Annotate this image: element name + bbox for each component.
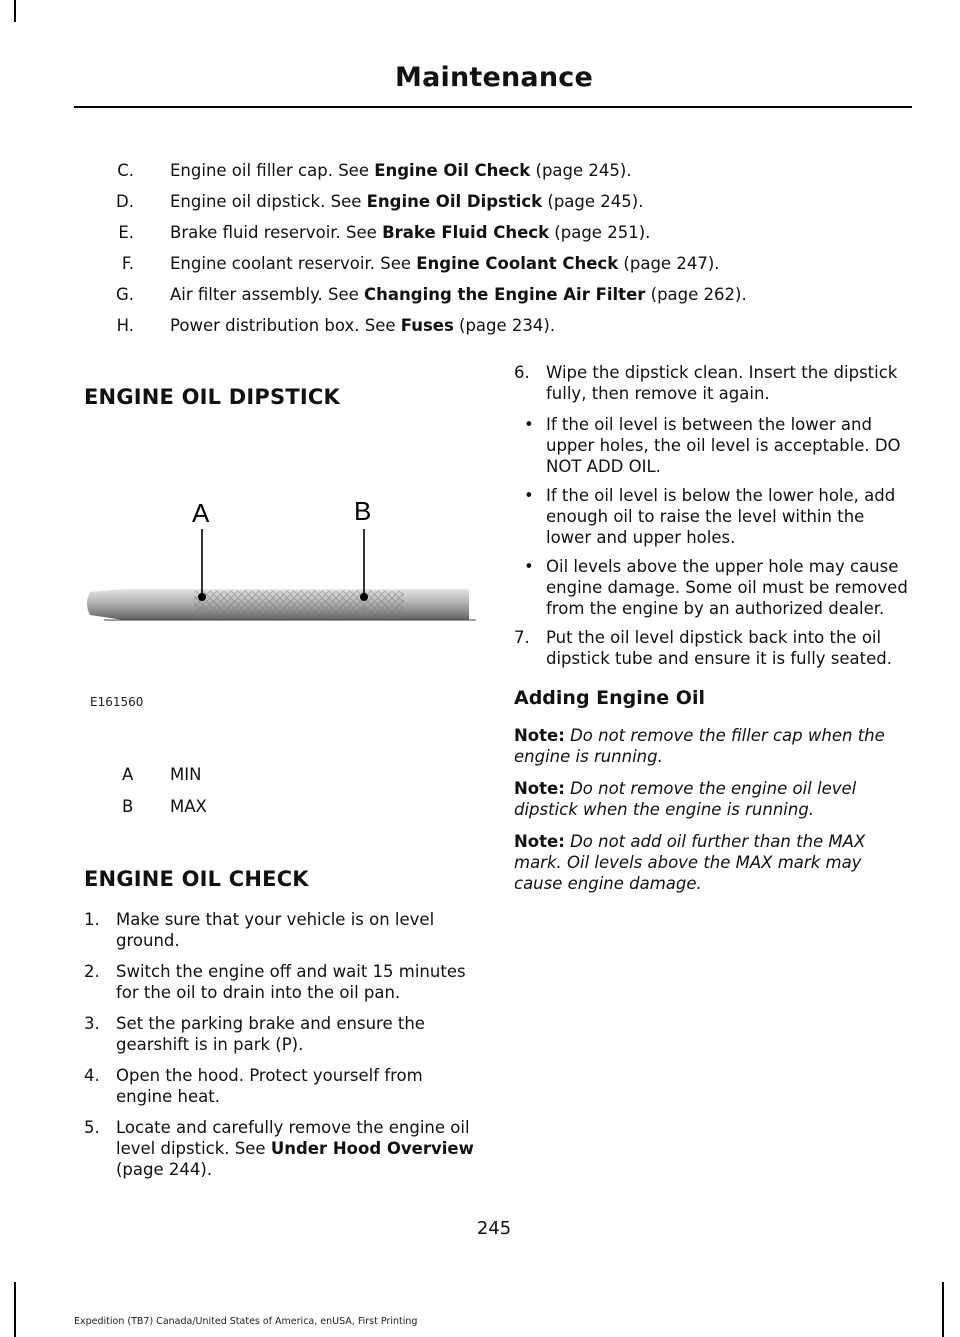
step-number: 3. [84,1014,100,1033]
step-item [84,1065,476,1107]
item-letter: G. [115,285,134,304]
section-title-engine-oil-dipstick: ENGINE OIL DIPSTICK [84,385,340,409]
oil-level-bullets [514,414,912,619]
bullet-item [514,485,912,548]
item-description: Brake fluid reservoir. See [170,223,383,242]
cross-reference-link[interactable]: Engine Oil Check [374,161,531,180]
note-label: Note: [514,779,565,798]
crop-mark-top-left [14,0,16,22]
step-number: 1. [84,910,100,929]
step-text: Set the parking brake and ensure the gearshift is in park (P). [116,1014,425,1054]
min-marker-dot [198,593,206,601]
list-item [94,279,914,310]
legend-text: MAX [170,797,207,816]
bullet-item [514,414,912,477]
note-item [514,725,912,767]
step-text: Make sure that your vehicle is on level ground. [116,910,435,950]
step-item [84,1013,476,1055]
step-text: Open the hood. Protect yourself from engine heat. [116,1066,423,1106]
list-item [94,248,914,279]
page-reference: (page 262). [645,285,747,304]
figure-code: E161560 [90,695,144,709]
cross-reference-link[interactable]: Engine Coolant Check [416,254,619,273]
item-letter: C. [117,161,134,180]
item-description: Air filter assembly. See [170,285,365,304]
cross-reference-link[interactable]: Fuses [400,316,454,335]
figure-label-b: B [354,496,372,526]
step-number: 4. [84,1066,100,1085]
left-column [84,385,476,1190]
step-number: 2. [84,962,100,981]
legend-letter: B [122,797,134,816]
section-title-engine-oil-check: ENGINE OIL CHECK [84,867,309,891]
item-text [170,155,632,186]
note-text: Do not add oil further than the MAX mark. Oil levels above the MAX mark may cause engine damage. [514,832,866,893]
note-text: Do not remove the filler cap when the engine is running. [514,726,885,766]
oil-check-steps [84,909,476,1180]
component-reference-list [94,155,914,341]
legend-row-min [84,759,476,791]
step-item [84,961,476,1003]
list-item [94,186,914,217]
legend-text: MIN [170,765,202,784]
page-reference: (page 251). [549,223,651,242]
item-text [170,217,650,248]
item-text [170,186,643,217]
page-reference: (page 245). [542,192,644,211]
page-reference: (page 234). [453,316,556,335]
bullet-text: Oil levels above the upper hole may cause engine damage. Some oil must be removed from the engine by an authorized dealer. [546,557,908,618]
page-header-title: Maintenance [395,62,593,93]
note-label: Note: [514,832,565,851]
list-item [94,217,914,248]
note-item [514,831,912,894]
page-reference: (page 245). [530,161,632,180]
item-description: Engine coolant reservoir. See [170,254,417,273]
step-item [84,909,476,951]
step-text [116,1117,476,1180]
bullet-text: If the oil level is below the lower hole, add enough oil to raise the level within the lower and upper holes. [546,486,896,547]
item-text [170,279,747,310]
step-item [84,1117,476,1180]
dipstick-illustration [84,409,476,709]
bullet-marker: • [524,557,534,576]
page-number: 245 [476,1218,512,1239]
crop-mark-bottom-left [14,1282,16,1337]
item-text [170,248,720,279]
item-letter: F. [121,254,134,273]
legend-letter: A [122,765,134,784]
note-item [514,778,912,820]
footer-publication-info: Expedition (TB7) Canada/United States of America, enUSA, First Printing [74,1316,418,1327]
item-letter: D. [116,192,134,211]
item-description: Power distribution box. See [170,316,401,335]
dipstick-figure [84,409,476,709]
step-number: 7. [514,628,530,647]
step-text: Put the oil level dipstick back into the oil dipstick tube and ensure it is fully seated. [546,628,892,668]
header-divider [74,106,912,108]
bullet-marker: • [524,415,534,434]
page-reference: (page 247). [618,254,720,273]
bullet-item [514,556,912,619]
note-text: Do not remove the engine oil level dipstick when the engine is running. [514,779,857,819]
step-number: 6. [514,363,530,382]
cross-reference-link[interactable]: Engine Oil Dipstick [366,192,543,211]
list-item [94,310,914,341]
legend-row-max [84,791,476,823]
figure-label-a: A [192,498,210,528]
cross-reference-link[interactable]: Changing the Engine Air Filter [364,285,646,304]
max-marker-dot [360,593,368,601]
bullet-marker: • [524,486,534,505]
crop-mark-bottom-right [942,1282,944,1337]
page-reference: (page 244). [116,1160,213,1179]
step-description: Locate and carefully remove the engine oil level dipstick. See [116,1118,470,1158]
bullet-text: If the oil level is between the lower and upper holes, the oil level is acceptable. DO NOT ADD OIL. [546,415,901,476]
cross-reference-link[interactable]: Brake Fluid Check [382,223,550,242]
subsection-title-adding-engine-oil: Adding Engine Oil [514,687,705,709]
step-number: 5. [84,1118,100,1137]
list-item [94,155,914,186]
item-letter: E. [118,223,134,242]
cross-reference-link[interactable]: Under Hood Overview [270,1139,474,1158]
step-text: Wipe the dipstick clean. Insert the dipstick fully, then remove it again. [546,363,898,403]
item-description: Engine oil filler cap. See [170,161,375,180]
step-text: Switch the engine off and wait 15 minutes for the oil to drain into the oil pan. [116,962,466,1002]
dipstick-knurled-area [194,591,404,619]
note-label: Note: [514,726,565,745]
item-description: Engine oil dipstick. See [170,192,367,211]
step-item [514,627,912,669]
item-text [170,310,555,341]
figure-legend [84,759,476,823]
right-column [514,362,912,905]
item-letter: H. [116,316,134,335]
step-item [514,362,912,404]
